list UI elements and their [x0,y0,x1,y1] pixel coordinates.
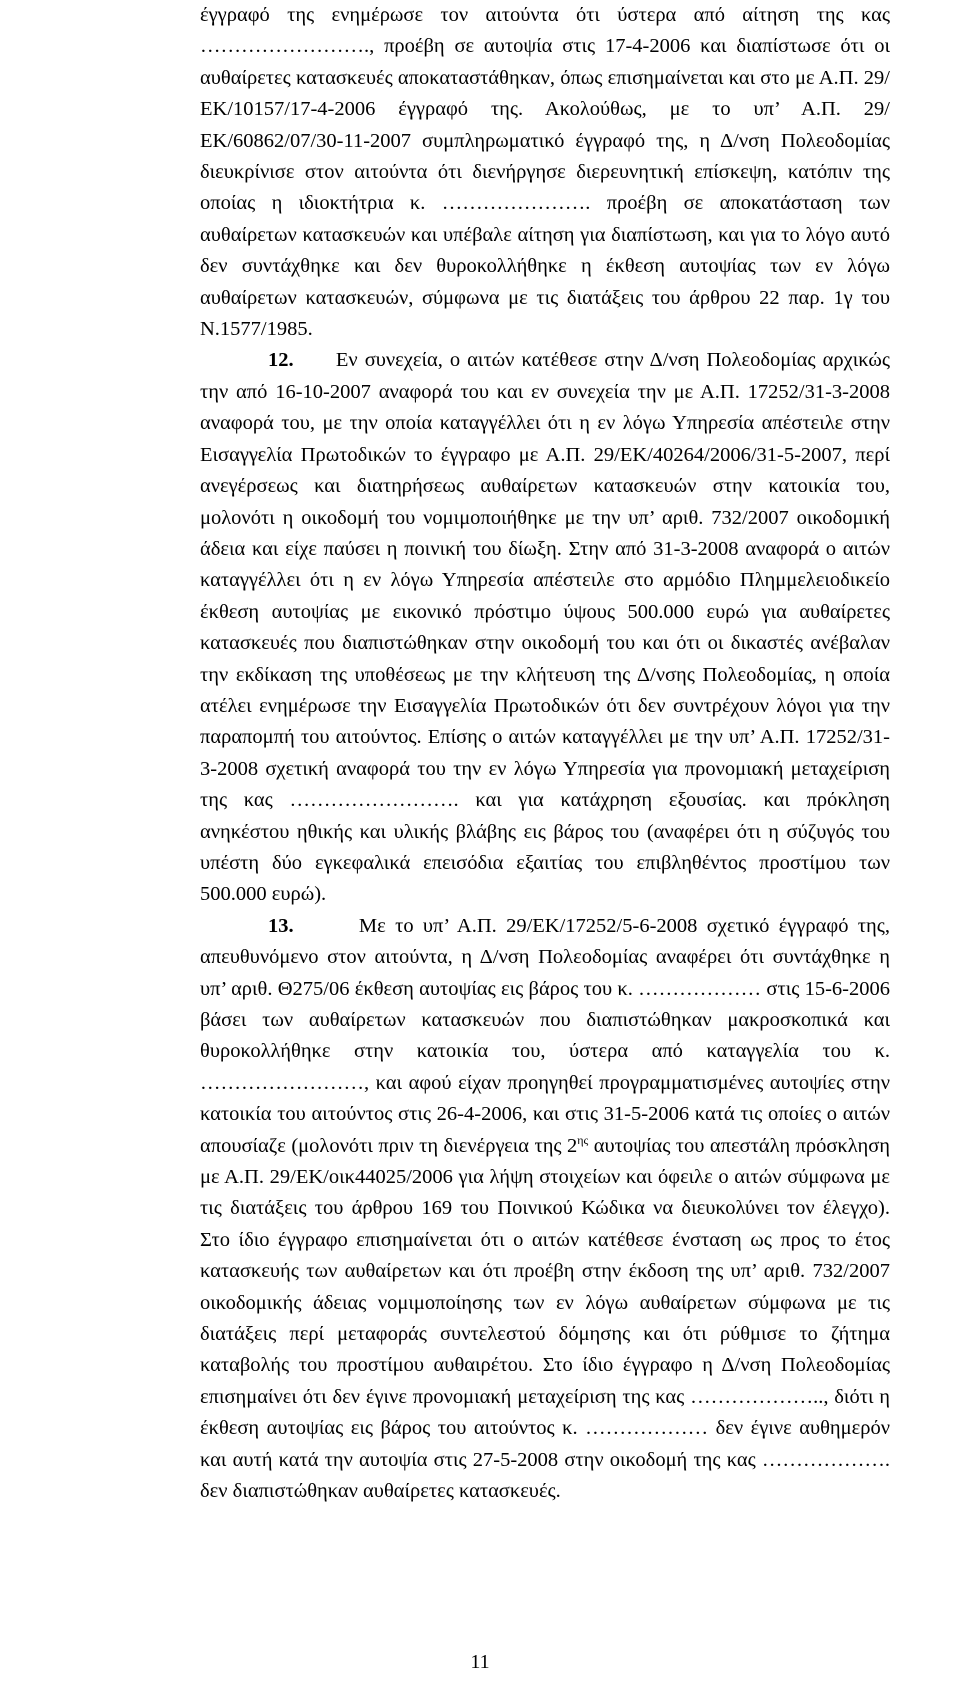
paragraph-13-text-before-sup: Με το υπ’ Α.Π. 29/ΕΚ/17252/5-6-2008 σχετικό έγγραφό της, απευθυνόμενο στον αιτούντα, η Δ/νση Πολεοδομίας αναφέρει ότι συντάχθηκε η υπ’ αριθ. Θ275/06 έκθεση αυτοψίας εις βάρος του κ. ……………… στις 15-6-2006 βάσει των αυθαίρετων κατασκευών που διαπιστώθηκαν μακροσκοπικά και θυροκολλήθηκε στην κατοικία του, ύστερα από καταγγελία του κ. ……………………, και αφού είχαν προηγηθεί προγραμματισμένες αυτοψίες στην κατοικία του αιτούντος στις 26-4-2006, και στις 31-5-2006 κατά τις οποίες ο αιτών απουσίαζε (μολονότι πριν τη διενέργεια της 2 [200,914,891,1157]
paragraph-13-number: 13. [268,914,294,937]
paragraph-continuation: έγγραφό της ενημέρωσε τον αιτούντα ότι ύστερα από αίτηση της κας ……………………., προέβη σε αυτοψία στις 17-4-2006 και διαπίστωσε ότι οι αυθαίρετες κατασκευές αποκαταστάθηκαν, όπως επισημαίνεται και στο με Α.Π. 29/ΕΚ/10157/17-4-2006 έγγραφό της. Ακολούθως, με το υπ’ Α.Π. 29/ΕΚ/60862/07/30-11-2007 συμπληρωματικό έγγραφό της, η Δ/νση Πολεοδομίας διευκρίνισε στον αιτούντα ότι διενήργησε διερευνητική επίσκεψη, κατόπιν της οποίας η ιδιοκτήτρια κ. …………………. προέβη σε αποκατάσταση των αυθαίρετων κατασκευών και υπέβαλε αίτηση για διαπίστωση, και για το λόγο αυτό δεν συντάχθηκε και δεν θυροκολλήθηκε η έκθεση αυτοψίας των εν λόγω αυθαίρετων κατασκευών, σύμφωνα με τις διατάξεις του άρθρου 22 παρ. 1γ του Ν.1577/1985. [200,4,890,341]
ordinal-superscript: ης [577,1132,589,1147]
paragraph-12 [200,345,890,910]
paragraph-12-text: Εν συνεχεία, ο αιτών κατέθεσε στην Δ/νση Πολεοδομίας αρχικώς την από 16-10-2007 αναφορά του και εν συνεχεία την με Α.Π. 17252/31-3-2008 αναφορά του, με την οποία καταγγέλλει ότι η εν λόγω Υπηρεσία απέστειλε στην Εισαγγελία Πρωτοδικών το έγγραφο με Α.Π. 29/ΕΚ/40264/2006/31-5-2007, περί ανεγέρσεως και διατηρήσεως αυθαίρετων κατασκευών στην κατοικία του, μολονότι η οικοδομή του νομιμοποιήθηκε με την υπ’ αριθ. 732/2007 οικοδομική άδεια και είχε παύσει η ποινική του δίωξη. Στην από 31-3-2008 αναφορά ο αιτών καταγγέλλει ότι η εν λόγω Υπηρεσία απέστειλε στο αρμόδιο Πλημμελειοδικείο έκθεση αυτοψίας με εικονικό πρόστιμο ύψους 500.000 ευρώ για αυθαίρετες κατασκευές που διαπιστώθηκαν στην οικοδομή του και ότι οι δικαστές ανέβαλαν την εκδίκαση της υποθέσεως με την κλήτευση της Δ/νσης Πολεοδομίας, η οποία ατέλει ενημέρωσε την Εισαγγελία Πρωτοδικών ότι δεν συντρέχουν λόγοι για την παραπομπή του αιτούντος. Επίσης ο αιτών καταγγέλλει με την υπ’ Α.Π. 17252/31-3-2008 σχετική αναφορά του την εν λόγω Υπηρεσία για προνομιακή μεταχείριση της κας ……………………. και για κατάχρηση εξουσίας. και πρόκληση ανηκέστου ηθικής και υλικής βλάβης εις βάρος του (αναφέρει ότι η σύζυγός του υπέστη δύο εγκεφαλικά επεισόδια εξαιτίας του επιβληθέντος προστίμου των 500.000 ευρώ). [200,349,890,906]
page-number: 11 [470,1651,490,1673]
document-body [200,0,890,1508]
paragraph-13-text-after-sup: αυτοψίας του απεστάλη πρόσκληση με Α.Π. 29/ΕΚ/οικ44025/2006 για λήψη στοιχείων και όφειλε ο αιτών σύμφωνα με τις διατάξεις του άρθρου 169 του Ποινικού Κώδικα να διευκολύνει τον έλεγχο). Στο ίδιο έγγραφο επισημαίνεται ότι ο αιτών κατέθεσε ένσταση ως προς το έτος κατασκευής των αυθαίρετων και ότι προέβη στην έκδοση της υπ’ αριθ. 732/2007 οικοδομικής άδειας νομιμοποίησης των εν λόγω αυθαίρετων σύμφωνα με τις διατάξεις περί μεταφοράς συντελεστού δόμησης και ότι ρύθμισε το ζήτημα καταβολής του προστίμου αυθαιρέτου. Στο ίδιο έγγραφο η Δ/νση Πολεοδομίας επισημαίνει ότι δεν έγινε προνομιακή μεταχείριση της κας ……………….., διότι η έκθεση αυτοψίας εις βάρος του αιτούντος κ. ……………… δεν έγινε αυθημερόν και αυτή κατά την αυτοψία στις 27-5-2008 στην οικοδομή της κας ………………. δεν διαπιστώθηκαν αυθαίρετες κατασκευές. [200,1134,890,1503]
paragraph-13 [200,911,890,1508]
paragraph-12-number: 12. [268,349,294,372]
